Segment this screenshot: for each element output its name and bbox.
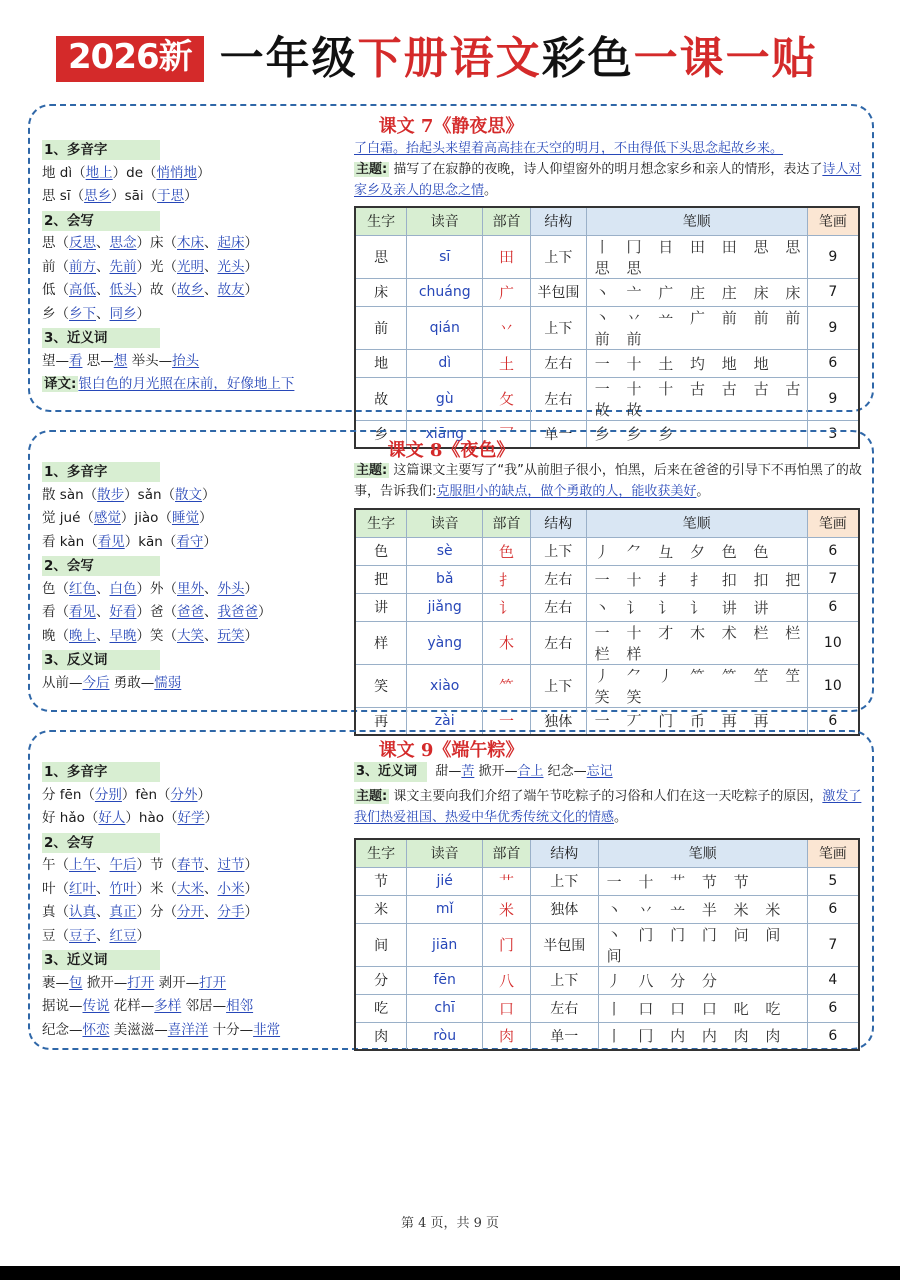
radical-cell: 丷 (483, 306, 531, 349)
table-row (355, 349, 859, 377)
stroke-count-cell: 10 (807, 621, 859, 664)
radical-cell: 田 (483, 235, 531, 278)
pinyin-cell: bǎ (407, 565, 483, 593)
note-line: 低（高低、低头）故（故乡、故友） (42, 282, 258, 298)
lesson-7-summary (354, 138, 862, 201)
column-header: 结构 (530, 509, 586, 537)
character-table (354, 508, 860, 736)
translation-continued: 了白霜。抬起头来望着高高挂在天空的明月，不由得低下头思念起故乡来。 (354, 141, 784, 156)
structure-cell: 上下 (530, 966, 598, 994)
pinyin-cell: mǐ (407, 895, 483, 923)
pinyin-cell: xiāng (407, 420, 483, 448)
stroke-order-cell: 丶 丷 䒑 广 前 前 前 前 前 (586, 306, 807, 349)
year-badge: 2026新 (56, 36, 204, 81)
note-line: 乡（乡下、同乡） (42, 305, 150, 322)
column-header: 笔顺 (586, 509, 807, 537)
radical-cell: 扌 (483, 565, 531, 593)
section-heading: 3、近义词 (42, 950, 160, 970)
table-row (355, 565, 859, 593)
stroke-count-cell: 6 (807, 895, 859, 923)
radical-cell: 艹 (483, 867, 531, 895)
table-row (355, 306, 859, 349)
structure-cell: 左右 (530, 593, 586, 621)
translation-line: 译文: 银白色的月光照在床前，好像地上下 (44, 376, 295, 392)
section-heading: 1、多音字 (42, 762, 160, 782)
char-cell: 分 (355, 966, 407, 994)
note-line: 真（认真、真正）分（分开、分手） (42, 904, 258, 920)
note-line: 散 sàn（散步）sǎn（散文） (42, 486, 216, 503)
radical-cell: 攵 (483, 377, 531, 420)
radical-cell: 色 (483, 537, 531, 565)
column-header: 笔画 (807, 509, 859, 537)
note-line: 据说—传说 花样—多样 邻居—相邻 (42, 998, 254, 1014)
section-heading: 1、多音字 (42, 140, 160, 160)
char-cell: 把 (355, 565, 407, 593)
column-header: 读音 (407, 207, 483, 235)
stroke-order-cell: 丨 冂 日 田 田 思 思 思 思 (586, 235, 807, 278)
lesson-8-panel (28, 430, 874, 731)
column-header: 部首 (483, 207, 531, 235)
radical-cell: 广 (483, 278, 531, 306)
section-heading: 2、会写 (42, 211, 160, 231)
pinyin-cell: jiān (407, 923, 483, 966)
stroke-count-cell: 3 (807, 420, 859, 448)
stroke-count-cell: 6 (807, 349, 859, 377)
stroke-count-cell: 9 (807, 377, 859, 420)
structure-cell: 左右 (530, 565, 586, 593)
stroke-count-cell: 7 (807, 565, 859, 593)
stroke-order-cell: 丿 八 分 分 (598, 966, 807, 994)
table-row (355, 895, 859, 923)
radical-cell: 门 (483, 923, 531, 966)
stroke-order-cell: 丨 口 口 口 叱 吃 (598, 994, 807, 1022)
column-header: 部首 (483, 839, 531, 867)
table-row (355, 377, 859, 420)
char-cell: 样 (355, 621, 407, 664)
column-header: 笔顺 (598, 839, 807, 867)
char-cell: 讲 (355, 593, 407, 621)
stroke-count-cell: 9 (807, 235, 859, 278)
note-line: 分 fēn（分别）fèn（分外） (42, 786, 212, 803)
pinyin-cell: qián (407, 306, 483, 349)
radical-cell: 米 (483, 895, 531, 923)
lesson-9-notes (42, 760, 352, 1042)
column-header: 读音 (407, 509, 483, 537)
stroke-count-cell: 10 (807, 664, 859, 707)
table-row (355, 867, 859, 895)
structure-cell: 左右 (530, 377, 586, 420)
char-cell: 地 (355, 349, 407, 377)
pinyin-cell: jié (407, 867, 483, 895)
note-line: 觉 jué（感觉）jiào（睡觉） (42, 510, 213, 526)
stroke-order-cell: 一 丆 门 币 再 再 (586, 707, 807, 735)
section-heading: 3、反义词 (42, 650, 160, 670)
lesson-title: 课文 8《夜色》 (387, 440, 515, 461)
column-header: 生字 (355, 207, 407, 235)
structure-cell: 独体 (530, 895, 598, 923)
lesson-8-summary (354, 460, 862, 502)
lesson-9-panel (28, 730, 874, 1050)
char-cell: 间 (355, 923, 407, 966)
section-heading: 1、多音字 (42, 462, 160, 482)
radical-cell: 土 (483, 349, 531, 377)
table-row (355, 966, 859, 994)
pinyin-cell: dì (407, 349, 483, 377)
section-heading: 2、会写 (42, 833, 160, 853)
char-cell: 节 (355, 867, 407, 895)
note-line: 从前—今后 勇敢—懦弱 (42, 674, 182, 691)
note-line: 思（反思、思念）床（木床、起床） (42, 235, 258, 251)
stroke-count-cell: 5 (807, 867, 859, 895)
table-row (355, 621, 859, 664)
stroke-order-cell: 丶 门 门 门 问 间 间 (598, 923, 807, 966)
stroke-count-cell: 6 (807, 707, 859, 735)
stroke-count-cell: 7 (807, 923, 859, 966)
pinyin-cell: gù (407, 377, 483, 420)
table-row (355, 537, 859, 565)
stroke-order-cell: 一 十 才 木 术 栏 栏 栏 样 (586, 621, 807, 664)
structure-cell: 上下 (530, 537, 586, 565)
column-header: 读音 (407, 839, 483, 867)
stroke-order-cell: 一 十 艹 节 节 (598, 867, 807, 895)
page-title: 一年级下册语文彩色一课一贴 (219, 33, 818, 84)
pinyin-cell: chī (407, 994, 483, 1022)
radical-cell: 八 (483, 966, 531, 994)
stroke-order-cell: 丶 讠 讠 讠 讲 讲 (586, 593, 807, 621)
pinyin-cell: sè (407, 537, 483, 565)
structure-cell: 左右 (530, 994, 598, 1022)
radical-cell: ⺮ (483, 664, 531, 707)
note-line: 望—看 思—想 举头—抬头 (42, 352, 200, 369)
stroke-order-cell: 乡 乡 乡 (586, 420, 807, 448)
char-cell: 再 (355, 707, 407, 735)
table-row (355, 278, 859, 306)
table-row (355, 923, 859, 966)
pinyin-cell: chuáng (407, 278, 483, 306)
radical-cell: 乛 (483, 420, 531, 448)
char-cell: 肉 (355, 1022, 407, 1050)
structure-cell: 半包围 (530, 278, 586, 306)
structure-cell: 上下 (530, 867, 598, 895)
lesson-9-summary (354, 760, 862, 828)
radical-cell: 一 (483, 707, 531, 735)
column-header: 笔画 (807, 839, 859, 867)
note-line: 地 dì（地上）de（悄悄地） (42, 164, 211, 181)
stroke-count-cell: 6 (807, 1022, 859, 1050)
char-cell: 色 (355, 537, 407, 565)
char-cell: 故 (355, 377, 407, 420)
stroke-count-cell: 7 (807, 278, 859, 306)
column-header: 部首 (483, 509, 531, 537)
note-line: 看 kàn（看见）kān（看守） (42, 533, 217, 550)
structure-cell: 半包围 (530, 923, 598, 966)
column-header: 笔顺 (586, 207, 807, 235)
radical-cell: 肉 (483, 1022, 531, 1050)
note-line: 裹—包 掀开—打开 剥开—打开 (42, 974, 227, 991)
lesson-title: 课文 9《端午粽》 (378, 740, 524, 761)
structure-cell: 左右 (530, 349, 586, 377)
pinyin-cell: yàng (407, 621, 483, 664)
structure-cell: 上下 (530, 235, 586, 278)
stroke-count-cell: 4 (807, 966, 859, 994)
char-cell: 米 (355, 895, 407, 923)
pinyin-cell: jiǎng (407, 593, 483, 621)
structure-cell: 左右 (530, 621, 586, 664)
column-header: 生字 (355, 839, 407, 867)
table-row (355, 593, 859, 621)
column-header: 笔画 (807, 207, 859, 235)
pinyin-cell: ròu (407, 1022, 483, 1050)
pinyin-cell: xiào (407, 664, 483, 707)
char-cell: 吃 (355, 994, 407, 1022)
page-number: 第 4 页，共 9 页 (400, 1216, 500, 1231)
note-line: 前（前方、先前）光（光明、光头） (42, 258, 258, 275)
character-table (354, 838, 860, 1051)
note-line: 好 hǎo（好人）hào（好学） (42, 810, 218, 826)
theme-text: 主题: 课文主要向我们介绍了端午节吃粽子的习俗和人们在这一天吃粽子的原因，激发了我们热爱祖国、热爱中华优秀传统文化的情感。 (354, 789, 862, 825)
page-header (56, 30, 818, 88)
radical-cell: 讠 (483, 593, 531, 621)
char-cell: 乡 (355, 420, 407, 448)
stroke-count-cell: 6 (807, 537, 859, 565)
note-line: 思 sī（思乡）sāi（于思） (42, 188, 198, 204)
structure-cell: 单一 (530, 420, 586, 448)
note-line: 晚（晚上、早晚）笑（大笑、玩笑） (42, 627, 258, 644)
radical-cell: 口 (483, 994, 531, 1022)
lesson-7-notes (42, 138, 352, 397)
theme-text: 主题: 这篇课文主要写了“我”从前胆子很小，怕黑，后来在爸爸的引导下不再怕黑了的故事，告诉我们:克服胆小的缺点，做个勇敢的人，能收获美好。 (354, 463, 862, 499)
lesson-title: 课文 7《静夜思》 (378, 116, 524, 137)
table-row (355, 994, 859, 1022)
stroke-order-cell: 一 十 扌 扌 扣 扣 把 (586, 565, 807, 593)
character-table (354, 206, 860, 449)
char-cell: 笑 (355, 664, 407, 707)
theme-text: 主题: 描写了在寂静的夜晚，诗人仰望窗外的明月想念家乡和亲人的情形，表达了诗人对家乡及亲人的思念之情。 (354, 162, 862, 198)
stroke-order-cell: 丿 ⺈ 丿 ⺮ ⺮ 笁 笁 笑 笑 (586, 664, 807, 707)
pinyin-cell: sī (407, 235, 483, 278)
structure-cell: 上下 (530, 664, 586, 707)
note-line: 纪念—怀恋 美滋滋—喜洋洋 十分—非常 (42, 1021, 281, 1038)
column-header: 生字 (355, 509, 407, 537)
stroke-order-cell: 丨 冂 内 内 肉 肉 (598, 1022, 807, 1050)
note-line: 叶（红叶、竹叶）米（大米、小米） (42, 880, 258, 897)
note-line: 看（看见、好看）爸（爸爸、我爸爸） (42, 604, 272, 620)
table-row (355, 1022, 859, 1050)
stroke-order-cell: 一 十 土 圴 地 地 (586, 349, 807, 377)
note-line: 色（红色、白色）外（里外、外头） (42, 580, 258, 597)
char-cell: 床 (355, 278, 407, 306)
char-cell: 前 (355, 306, 407, 349)
table-row (355, 664, 859, 707)
column-header: 结构 (530, 839, 598, 867)
section-heading: 2、会写 (42, 556, 160, 576)
structure-cell: 上下 (530, 306, 586, 349)
stroke-count-cell: 6 (807, 994, 859, 1022)
lesson-7-panel (28, 104, 874, 444)
char-cell: 思 (355, 235, 407, 278)
stroke-order-cell: 丿 ⺈ 彑 夕 色 色 (586, 537, 807, 565)
lesson-8-notes (42, 460, 352, 695)
stroke-order-cell: 一 十 十 古 古 古 古 故 故 (586, 377, 807, 420)
stroke-count-cell: 9 (807, 306, 859, 349)
radical-cell: 木 (483, 621, 531, 664)
synonym-line: 3、近义词 甜—苦 掀开—合上 纪念—忘记 (354, 760, 862, 786)
section-heading: 3、近义词 (42, 328, 160, 348)
pinyin-cell: fēn (407, 966, 483, 994)
stroke-order-cell: 丶 亠 广 庄 庄 床 床 (586, 278, 807, 306)
pinyin-cell: zài (407, 707, 483, 735)
stroke-order-cell: 丶 丷 䒑 半 米 米 (598, 895, 807, 923)
stroke-count-cell: 6 (807, 593, 859, 621)
note-line: 豆（豆子、红豆） (42, 927, 150, 944)
structure-cell: 独体 (530, 707, 586, 735)
table-row (355, 235, 859, 278)
bottom-bar (0, 1266, 900, 1280)
column-header: 结构 (530, 207, 586, 235)
note-line: 午（上午、午后）节（春节、过节） (42, 857, 258, 873)
structure-cell: 单一 (530, 1022, 598, 1050)
